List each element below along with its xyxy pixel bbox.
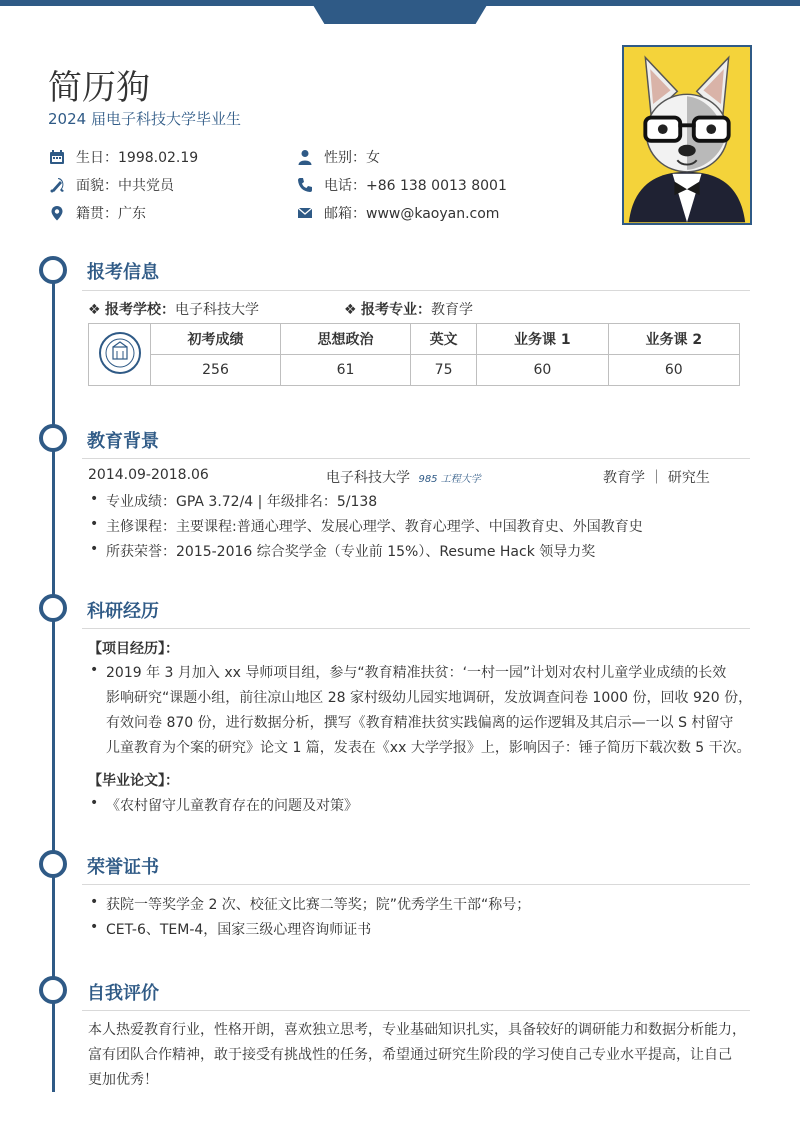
gender-text: 性别：女 [324,150,380,166]
honor-item: • 获院一等奖学金 2 次、校征文比赛二等奖；院”优秀学生干部“称号； [88,894,530,914]
education-major: 教育学 ｜ 研究生 [603,470,710,486]
politics-text: 面貌：中共党员 [76,178,174,194]
birthday-text: 生日：1998.02.19 [76,150,199,166]
location-pin-icon [48,204,66,222]
score-value: 60 [608,355,739,386]
university-seal-cell [89,324,151,386]
education-school: 电子科技大学 985 工程大学 [326,470,481,486]
score-value: 60 [477,355,608,386]
section-marker-self [39,976,67,1004]
section-divider [82,884,750,885]
info-phone [296,175,507,195]
section-marker-honors [39,850,67,878]
score-header: 初考成绩 [151,324,281,355]
score-value: 61 [281,355,411,386]
calendar-icon [48,148,66,166]
self-eval-line: 本人热爱教育行业，性格开朗，喜欢独立思考，专业基础知识扎实，具备较好的调研能力和数据分析能力， [88,1022,746,1038]
section-marker-apply [39,256,67,284]
apply-school: ❖ 报考学校：电子科技大学 [88,302,260,318]
education-item: • 专业成绩：GPA 3.72/4 | 年级排名：5/138 [88,491,377,511]
section-marker-education [39,424,67,452]
timeline-line [52,282,55,1092]
top-accent-tab [310,0,490,24]
info-politics [48,175,174,195]
info-email [296,203,499,223]
score-header: 思想政治 [281,324,411,355]
score-header: 业务课 1 [477,324,608,355]
candidate-name: 简历狗 [48,68,150,108]
score-header: 英文 [411,324,477,355]
education-item: • 主修课程：主要课程:普通心理学、发展心理学、教育心理学、中国教育史、外国教育史 [88,516,643,536]
party-emblem-icon [48,176,66,194]
thesis-title: • 《农村留守儿童教育存在的问题及对策》 [88,795,358,815]
section-title-education: 教育背景 [87,431,159,452]
self-eval-line: 更加优秀！ [88,1072,158,1088]
education-school-tag: 985 工程大学 [418,474,481,485]
score-table [88,323,740,386]
section-divider [82,290,750,291]
email-text: 邮箱：www@kaoyan.com [324,206,500,222]
section-title-self: 自我评价 [87,983,159,1004]
section-divider [82,1010,750,1011]
info-gender [296,147,380,167]
phone-text: 电话：+86 138 0013 8001 [324,178,507,194]
self-eval-line: 富有团队合作精神，敢于接受有挑战性的任务，希望通过研究生阶段的学习使自己专业水平提高，让自己 [88,1047,732,1063]
education-period: 2014.09-2018.06 [88,467,209,483]
university-seal-icon [98,331,142,375]
profile-photo [622,45,752,225]
mail-icon [296,204,314,222]
score-value: 75 [411,355,477,386]
info-hometown [48,203,146,223]
project-line: 儿童教育为个案的研究》论文 1 篇，发表在《xx 大学学报》上，影响因子：锤子简历下载次数 5 干次。 [106,740,751,756]
project-line: 有效问卷 870 份，进行数据分析，撰写《教育精准扶贫实践偏离的运作逻辑及其启示—一以 S 村留守 [106,715,734,731]
section-divider [82,628,750,629]
diamond-bullet-icon: ❖ [88,302,106,318]
section-marker-research [39,594,67,622]
project-heading: 【项目经历】： [88,641,179,657]
person-icon [296,148,314,166]
score-header: 业务课 2 [608,324,739,355]
section-divider [82,458,750,459]
thesis-heading: 【毕业论文】： [88,773,179,789]
bulldog-avatar-image [624,47,750,223]
project-line: 影响研究“课题小组，前往凉山地区 28 家村级幼儿园实地调研，发放调查问卷 1000 份，回收 920 份， [106,690,753,706]
phone-icon [296,176,314,194]
education-item: • 所获荣誉：2015-2016 综合奖学金（专业前 15%）、Resume Hack 领导力奖 [88,541,595,561]
section-title-honors: 荣誉证书 [87,857,159,878]
section-title-apply: 报考信息 [87,262,159,283]
apply-major: ❖ 报考专业：教育学 [344,302,474,318]
hometown-text: 籍贯：广东 [76,206,146,222]
diamond-bullet-icon: ❖ [344,302,362,318]
info-birthday [48,147,198,167]
score-value: 256 [151,355,281,386]
honor-item: • CET-6、TEM-4，国家三级心理咨询师证书 [88,919,371,939]
candidate-subtitle: 2024 届电子科技大学毕业生 [48,110,241,128]
section-title-research: 科研经历 [87,601,159,622]
project-line: • 2019 年 3 月加入 xx 导师项目组，参与“教育精准扶贫：‘一村一园”计划对农村儿童学业成绩的长效 [88,662,726,682]
